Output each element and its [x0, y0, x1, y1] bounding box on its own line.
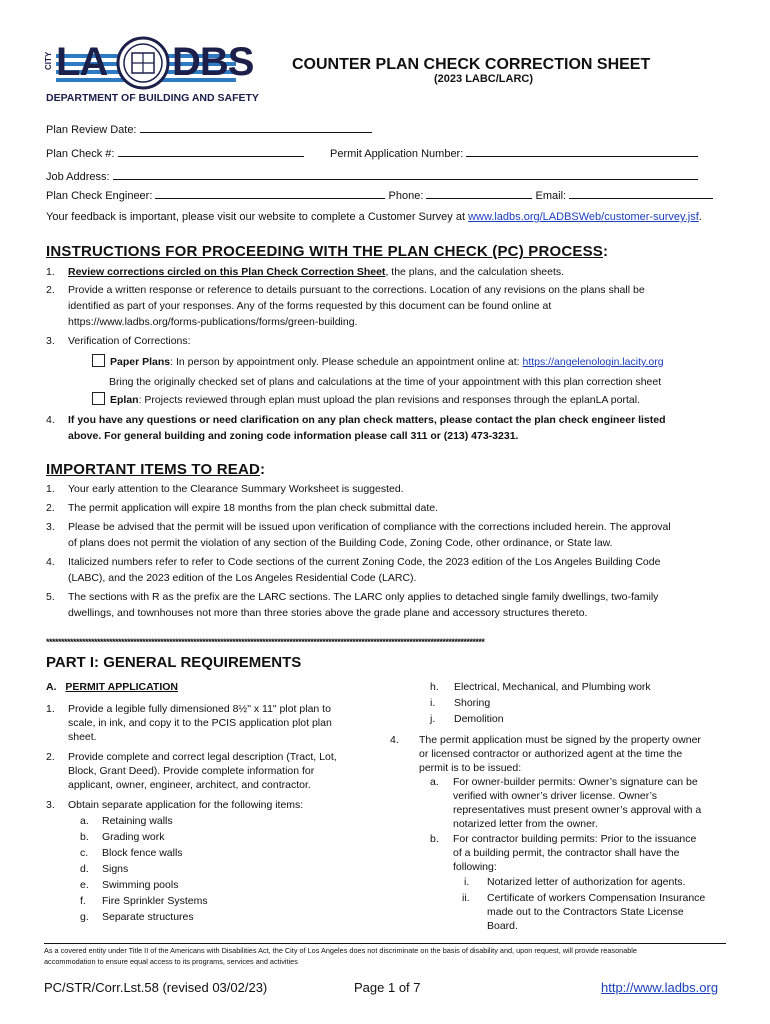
list-number: 1.	[46, 483, 55, 495]
p4b-ii-line3: Board.	[487, 920, 518, 932]
p4a-line4: notarized letter from the owner.	[453, 818, 598, 830]
p4-line3: permit is to be issued:	[419, 762, 522, 774]
phone-field[interactable]	[426, 187, 532, 199]
p4b-line2: of a building permit, the contractor shall have the	[453, 847, 680, 859]
list-number: 4.	[390, 734, 399, 746]
survey-link[interactable]: www.ladbs.org/LADBSWeb/customer-survey.jsf	[468, 211, 699, 223]
logo-department: DEPARTMENT OF BUILDING AND SAFETY	[46, 92, 259, 104]
paper-plans-checkbox[interactable]	[92, 354, 105, 367]
instruction-1-bold: Review corrections circled on this Plan Check Correction Sheet	[68, 266, 386, 278]
p2-line3: applicant, owner, engineer, architect, and contractor.	[68, 779, 311, 791]
p2-line1: Provide complete and correct legal description (Tract, Lot,	[68, 751, 337, 763]
instructions-heading-text: INSTRUCTIONS FOR PROCEEDING WITH THE PLAN CHECK (PC) PROCESS	[46, 243, 604, 260]
list-number: 4.	[46, 414, 55, 426]
section-a-title: PERMIT APPLICATION	[65, 681, 179, 693]
instruction-1-rest: , the plans, and the calculation sheets.	[385, 266, 565, 278]
list-item: i. Shoring	[430, 697, 491, 709]
list-item: b. Grading work	[80, 831, 165, 843]
list-number: 2.	[46, 284, 55, 296]
page-subtitle: (2023 LABC/LARC)	[434, 73, 534, 85]
list-number: b.	[430, 833, 439, 845]
engineer-label: Plan Check Engineer:	[46, 190, 153, 202]
form-permit-app-row	[330, 145, 698, 161]
job-address-label: Job Address:	[46, 171, 110, 183]
feedback-line	[46, 210, 702, 224]
p4-line1: The permit application must be signed by the property owner	[419, 734, 701, 746]
important-4-line1: Italicized numbers refer to refer to Code sections of the current Zoning Code, the 2023 edition of the Los Angeles Building Code	[68, 556, 661, 568]
paper-plans-option	[92, 354, 664, 369]
ladbs-website-link[interactable]: http://www.ladbs.org	[601, 980, 719, 995]
plan-check-field[interactable]	[118, 145, 304, 157]
important-3-line1: Please be advised that the permit will be issued upon verification of compliance with the corrections included herein. The approval	[68, 521, 671, 533]
feedback-text: Your feedback is important, please visit our website to complete a Customer Survey at	[46, 211, 469, 223]
p2-line2: Block, Grant Deed). Provide complete information for	[68, 765, 315, 777]
page-title: COUNTER PLAN CHECK CORRECTION SHEET	[292, 56, 651, 73]
important-heading-text: IMPORTANT ITEMS TO READ	[46, 461, 261, 478]
list-item: g. Separate structures	[80, 911, 194, 923]
instruction-1	[68, 265, 564, 279]
logo-dbs: DBS	[172, 40, 254, 84]
list-item: h. Electrical, Mechanical, and Plumbing work	[430, 681, 651, 693]
form-job-address	[46, 168, 698, 184]
list-number: 1.	[46, 703, 55, 715]
instructions-heading	[46, 243, 608, 260]
form-plan-check-row	[46, 145, 304, 161]
plan-review-date-label: Plan Review Date:	[46, 124, 137, 136]
permit-app-field[interactable]	[466, 145, 698, 157]
important-4-line2: (LABC), and the 2023 edition of the Los Angeles Residential Code (LARC).	[68, 572, 417, 584]
p1-line2: scale, in ink, and copy it to the PCIS application plot plan	[68, 717, 332, 729]
part1-heading: PART I: GENERAL REQUIREMENTS	[46, 654, 302, 671]
p4a-line3: representatives must present owner’s approval with a	[453, 804, 702, 816]
important-1: Your early attention to the Clearance Summary Worksheet is suggested.	[68, 483, 404, 495]
list-number: 3.	[46, 799, 55, 811]
p4b-i: Notarized letter of authorization for agents.	[487, 876, 686, 888]
engineer-field[interactable]	[155, 187, 385, 199]
p4a-line1: For owner-builder permits: Owner’s signature can be	[453, 776, 698, 788]
list-number: 3.	[46, 335, 55, 347]
p4b-ii-line1: Certificate of workers Compensation Insurance	[487, 892, 706, 904]
list-number: ii.	[462, 892, 470, 904]
form-engineer-row	[46, 187, 713, 203]
logo-la: LA	[56, 40, 108, 84]
p4b-line1: For contractor building permits: Prior to the issuance	[453, 833, 697, 845]
footer-divider	[44, 943, 726, 944]
logo-city: CITY	[44, 51, 53, 70]
eplan-text: : Projects reviewed through eplan must upload the plan revisions and responses through the eplanLA portal.	[138, 394, 640, 406]
important-3-line2: of plans does not permit the violation of any section of the Building Code, Zoning Code, other ordinance, or State law.	[68, 537, 613, 549]
star-divider: **************************************************************************************************************************************************	[46, 637, 485, 647]
list-item: f. Fire Sprinkler Systems	[80, 895, 208, 907]
list-item: d. Signs	[80, 863, 129, 875]
job-address-field[interactable]	[113, 168, 698, 180]
list-item: e. Swimming pools	[80, 879, 179, 891]
plan-check-label: Plan Check #:	[46, 148, 115, 160]
list-item: j. Demolition	[430, 713, 504, 725]
important-heading	[46, 461, 265, 478]
important-heading-colon: :	[260, 461, 266, 478]
instructions-heading-colon: :	[603, 243, 609, 260]
section-a-letter: A.	[46, 681, 57, 693]
p4a-line2: verified with owner’s driver license. Owner’s	[453, 790, 658, 802]
important-5-line2: dwellings, and townhouses not more than three stories above the grade plane and accessory structures thereto.	[68, 607, 588, 619]
page-number: Page 1 of 7	[354, 980, 421, 995]
email-label: Email:	[535, 190, 567, 202]
list-item: a. Retaining walls	[80, 815, 173, 827]
list-item: c. Block fence walls	[80, 847, 183, 859]
eplan-option	[92, 392, 640, 407]
form-id: PC/STR/Corr.Lst.58 (revised 03/02/23)	[44, 980, 268, 995]
ada-notice-line1: As a covered entity under Title II of the Americans with Disabilities Act, the City of Los Angeles does not discriminate on the basis of disability and, upon request, will provide reasonable	[44, 946, 637, 955]
paper-plans-label: Paper Plans	[110, 356, 171, 368]
appointment-link[interactable]: https://angelenologin.lacity.org	[522, 356, 664, 368]
form-plan-review-date	[46, 121, 372, 137]
important-2: The permit application will expire 18 months from the plan check submittal date.	[68, 502, 439, 514]
instruction-4-line2: above. For general building and zoning code information please call 311 or (213) 473-3231.	[68, 430, 519, 442]
p3-text: Obtain separate application for the following items:	[68, 799, 304, 811]
phone-label: Phone:	[388, 190, 424, 202]
ada-notice-line2: accommodation to ensure equal access to its programs, services and activities	[44, 957, 298, 966]
list-number: 4.	[46, 556, 55, 568]
instruction-2-line3: https://www.ladbs.org/forms-publications/forms/green-building.	[68, 316, 358, 328]
paper-plans-line2: Bring the originally checked set of plans and calculations at the time of your appointment with this plan correction sheet	[109, 376, 662, 388]
plan-review-date-field[interactable]	[140, 121, 372, 133]
p4-line2: or licensed contractor or authorized agent at the time the	[419, 748, 683, 760]
list-number: i.	[464, 876, 470, 888]
eplan-label: Eplan	[110, 394, 139, 406]
p1-line1: Provide a legible fully dimensioned 8½" x 11" plot plan to	[68, 703, 331, 715]
eplan-checkbox[interactable]	[92, 392, 105, 405]
feedback-end: .	[698, 211, 702, 223]
list-number: 5.	[46, 591, 55, 603]
p4b-line3: following:	[453, 861, 497, 873]
paper-plans-text: : In person by appointment only. Please schedule an appointment online at:	[170, 356, 523, 368]
ladbs-logo	[44, 36, 259, 106]
instruction-4-line1: If you have any questions or need clarification on any plan check matters, please contact the plan check engineer listed	[68, 414, 666, 426]
section-a-heading	[46, 680, 178, 694]
list-number: a.	[430, 776, 439, 788]
p4b-ii-line2: made out to the Contractors State License	[487, 906, 684, 918]
list-number: 2.	[46, 502, 55, 514]
important-5-line1: The sections with R as the prefix are the LARC sections. The LARC only applies to detached single family dwellings, two-family	[68, 591, 659, 603]
list-number: 3.	[46, 521, 55, 533]
p1-line3: sheet.	[68, 731, 97, 743]
list-number: 2.	[46, 751, 55, 763]
list-number: 1.	[46, 266, 55, 278]
email-field[interactable]	[569, 187, 713, 199]
instruction-2-line1: Provide a written response or reference to details pursuant to the corrections. Location of any revisions on the plans shall be	[68, 284, 645, 296]
instruction-2-line2: identified as part of your responses. Any of the forms requested by this document can be found online at	[68, 300, 552, 312]
permit-app-label: Permit Application Number:	[330, 148, 464, 160]
instruction-3: Verification of Corrections:	[68, 335, 191, 347]
